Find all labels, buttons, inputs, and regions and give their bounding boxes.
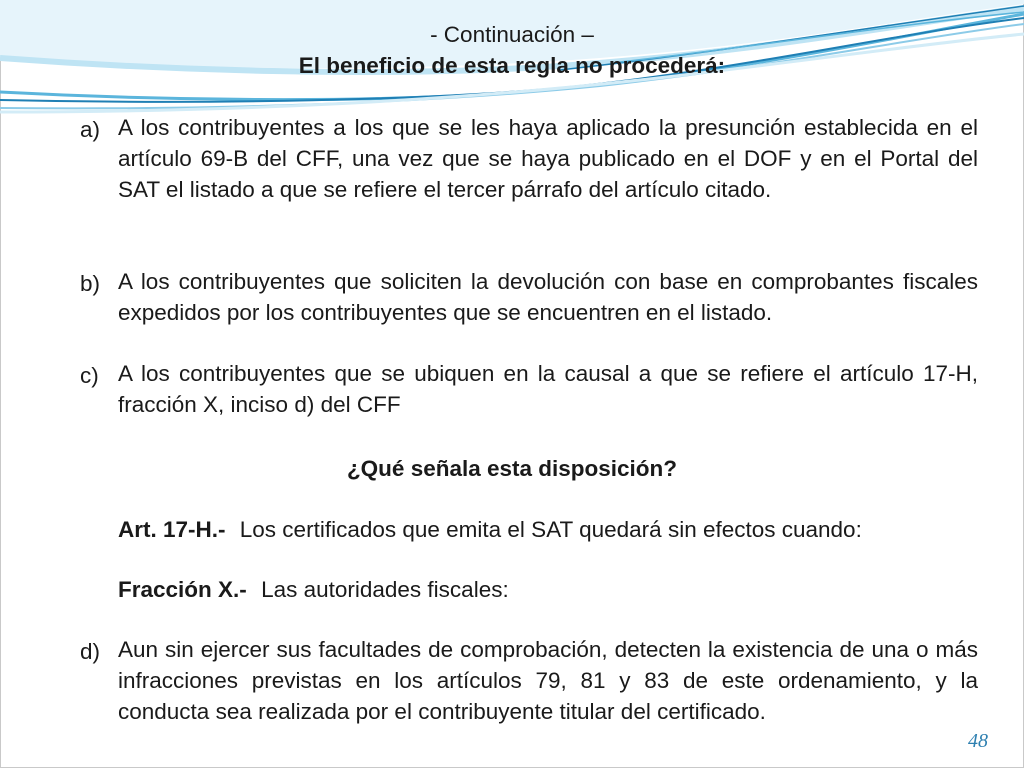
- article-text: Los certificados que emita el SAT quedará sin efectos cuando:: [239, 517, 862, 542]
- item-a-marker: a): [80, 117, 101, 142]
- question-heading: ¿Qué señala esta disposición?: [346, 456, 678, 481]
- fraction-text: Las autoridades fiscales:: [261, 577, 509, 602]
- continuation-label: - Continuación –: [430, 22, 594, 47]
- item-b-marker: b): [80, 271, 101, 296]
- item-c-text: A los contribuyentes que se ubiquen en la causal a que se refiere el artículo 17-H, fracción X, inciso d) del CFF: [118, 361, 978, 417]
- item-b-text: A los contribuyentes que soliciten la devolución con base en comprobantes fiscales expedidos por los contribuyentes que se encuentren en el listado.: [118, 269, 978, 325]
- slide-heading: El beneficio de esta regla no procederá:: [298, 53, 726, 78]
- article-label: Art. 17-H.-: [118, 517, 226, 542]
- article-line: [118, 516, 862, 543]
- item-d-text: Aun sin ejercer sus facultades de comprobación, detecten la existencia de una o más infracciones previstas en los artículos 79, 81 y 83 de este ordenamiento, y la conducta sea realizada por el contribuyente titular del certificado.: [118, 637, 978, 724]
- item-c-marker: c): [80, 363, 99, 388]
- item-a-text: A los contribuyentes a los que se les haya aplicado la presunción establecida en el artículo 69-B del CFF, una vez que se haya publicado en el DOF y en el Portal del SAT el listado a que se refiere el tercer párrafo del artículo citado.: [118, 115, 978, 202]
- fraction-line: [118, 576, 509, 603]
- fraction-label: Fracción X.-: [118, 577, 247, 602]
- page-number: 48: [968, 730, 988, 752]
- item-d-marker: d): [80, 639, 101, 664]
